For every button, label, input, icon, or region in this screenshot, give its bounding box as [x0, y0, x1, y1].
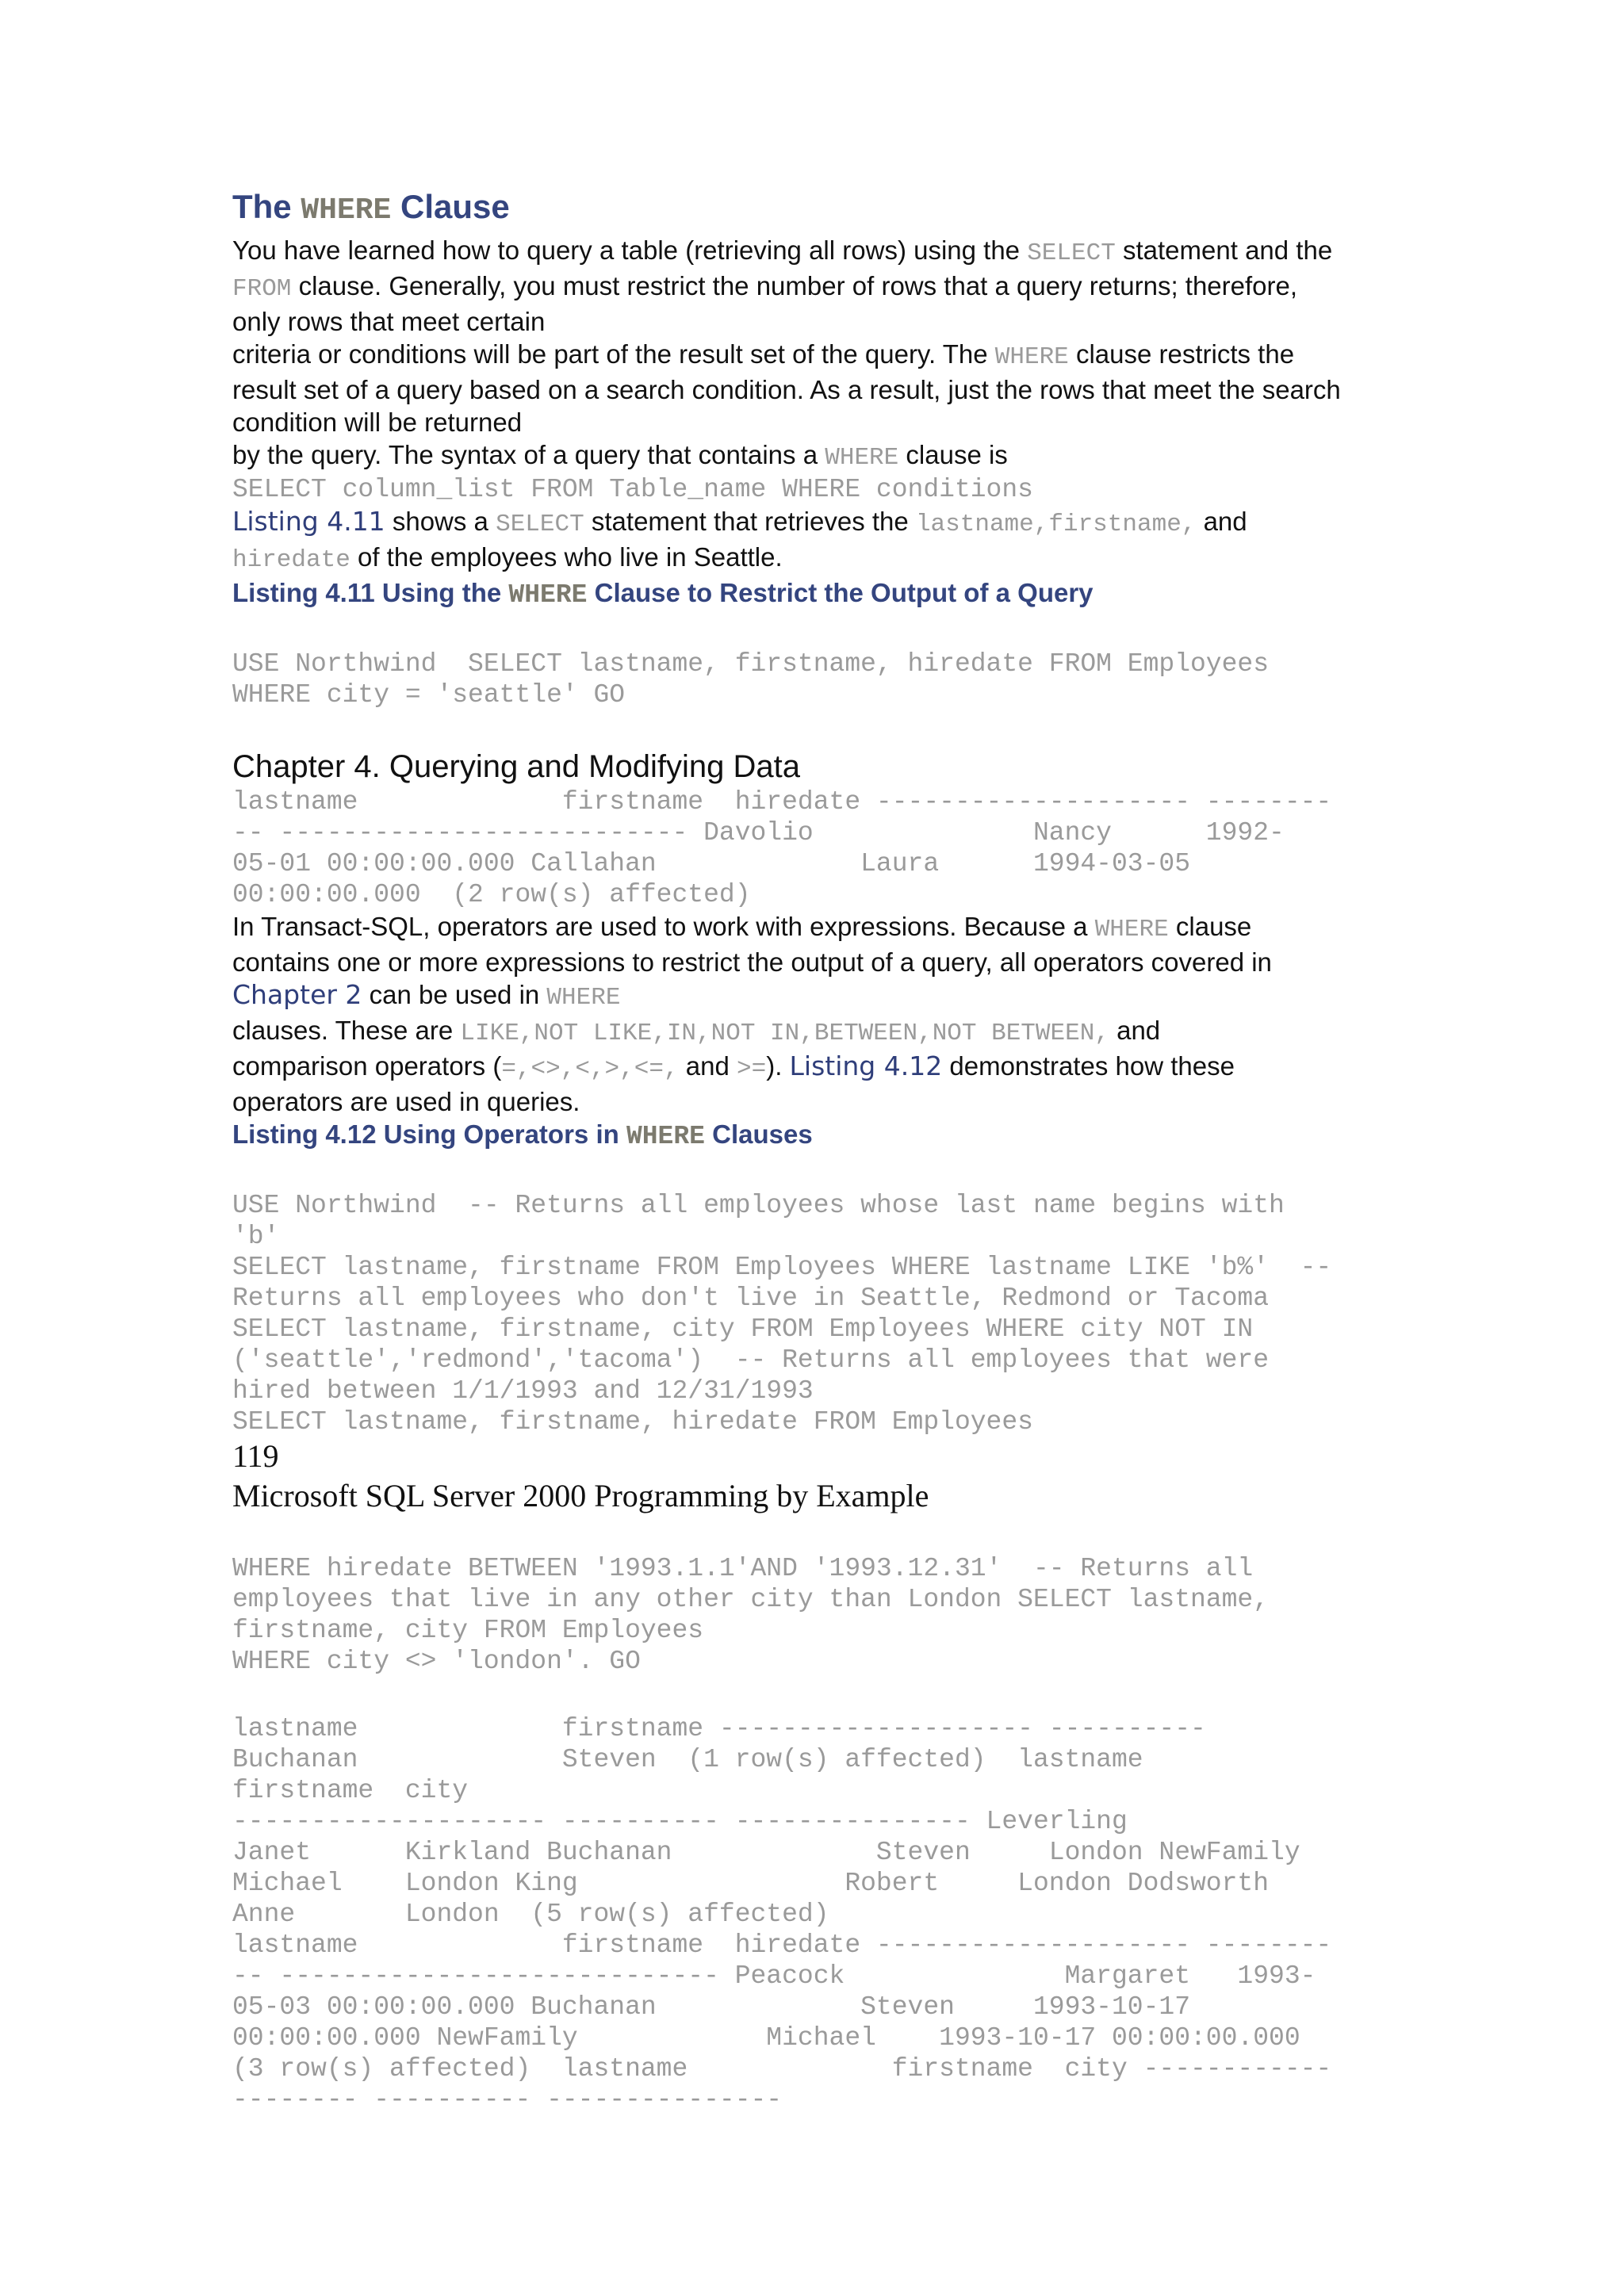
listing-4-12-code [232, 1190, 1398, 1437]
inline-code: WHERE [1094, 916, 1169, 943]
output-line: lastname firstname -------------------- ---------- [232, 1714, 1206, 1743]
code-line: Returns all employees who don't live in Seattle, Redmond or Tacoma [232, 1284, 1270, 1313]
text-line: criteria or conditions will be part of the result set of the query. The WHERE clause restricts the [232, 339, 1295, 371]
output-line: Janet Kirkland Buchanan Steven London NewFamily [232, 1838, 1300, 1867]
spacer [232, 1517, 1398, 1553]
inline-code: WHERE [546, 984, 621, 1012]
inline-code: lastname,firstname, [915, 511, 1197, 538]
output-line: 00:00:00.000 NewFamily Michael 1993-10-17 00:00:00.000 [232, 2023, 1300, 2053]
spacer [232, 1677, 1398, 1713]
code-line: USE Northwind -- Returns all employees whose last name begins with [232, 1191, 1285, 1220]
page-number: 119 [232, 1438, 279, 1474]
output-line: lastname firstname hiredate -------------------- -------- [232, 1931, 1332, 1960]
text-line: by the query. The syntax of a query that contains a WHERE clause is [232, 440, 1008, 472]
inline-code: FROM [232, 275, 292, 303]
output-line: (3 row(s) affected) lastname firstname city ------------ [232, 2054, 1332, 2084]
code-line: WHERE city = 'seattle' GO [232, 680, 626, 710]
spacer [232, 612, 1398, 649]
inline-code: hiredate [232, 546, 350, 574]
document-page [232, 186, 1398, 2115]
inline-code: WHERE [994, 343, 1069, 371]
inline-code: SELECT [496, 511, 584, 538]
listing-4-11-caption: Listing 4.11 Using the WHERE Clause to Restrict the Output of a Query [232, 578, 1094, 610]
text-line: hiredate of the employees who live in Seattle. [232, 542, 783, 574]
chapter-header: Chapter 4. Querying and Modifying Data [232, 749, 800, 784]
code-line: SELECT lastname, firstname, hiredate FROM Employees [232, 1407, 1033, 1437]
output-line: Michael London King Robert London Dodsworth [232, 1869, 1270, 1898]
text-line: Listing 4.11 shows a SELECT statement that retrieves the lastname,firstname, and [232, 506, 1247, 538]
intro-paragraph [232, 234, 1398, 474]
text-line: Chapter 2 can be used in WHERE [232, 979, 621, 1012]
heading-text: The [232, 188, 301, 225]
text-line: comparison operators (=,<>,<,>,<=, and >=). Listing 4.12 demonstrates how these [232, 1050, 1235, 1083]
code-line: employees that live in any other city than London SELECT lastname, [232, 1585, 1270, 1614]
code-line: WHERE city <> 'london'. GO [232, 1647, 641, 1676]
inline-code: SELECT [1027, 239, 1116, 267]
output-line: Buchanan Steven (1 row(s) affected) lastname [232, 1745, 1143, 1774]
text-line: result set of a query based on a search condition. As a result, just the rows that meet the search [232, 375, 1341, 404]
text-line: only rows that meet certain [232, 307, 546, 336]
output-line: 05-01 00:00:00.000 Callahan Laura 1994-03-05 [232, 849, 1190, 878]
code-line: 'b' [232, 1222, 280, 1251]
listing-4-12-code-continued [232, 1553, 1398, 1677]
section-heading [232, 186, 1398, 232]
text-line: operators are used in queries. [232, 1087, 580, 1116]
syntax-code: SELECT column_list FROM Table_name WHERE conditions [232, 475, 1033, 504]
output-line: firstname city [232, 1776, 469, 1805]
output-line: Anne London (5 row(s) affected) [232, 1900, 829, 1929]
heading-keyword: WHERE [301, 193, 392, 228]
output-line: -------------------- ---------- --------------- Leverling [232, 1807, 1128, 1836]
output-line: 00:00:00.000 (2 row(s) affected) [232, 880, 751, 909]
inline-code: >= [736, 1055, 767, 1083]
chapter-2-link[interactable]: Chapter 2 [232, 979, 362, 1010]
code-line: SELECT lastname, firstname FROM Employees WHERE lastname LIKE 'b%' -- [232, 1253, 1332, 1282]
output-line: -------- ---------- --------------- [232, 2085, 783, 2114]
output-line: -- -------------------------- Davolio Nancy 1992- [232, 818, 1285, 848]
inline-code: WHERE [825, 444, 899, 472]
output-line: 05-03 00:00:00.000 Buchanan Steven 1993-10-17 [232, 1992, 1190, 2022]
listing-4-11-code [232, 649, 1398, 710]
code-line: hired between 1/1/1993 and 12/31/1993 [232, 1376, 814, 1406]
inline-code: =,<>,<,>,<=, [501, 1055, 679, 1083]
code-line: SELECT lastname, firstname, city FROM Employees WHERE city NOT IN [232, 1314, 1254, 1344]
text-line: contains one or more expressions to restrict the output of a query, all operators covered in [232, 947, 1272, 977]
listing-4-11-output [232, 786, 1398, 910]
spacer [232, 1154, 1398, 1190]
listing-4-12-link[interactable]: Listing 4.12 [789, 1050, 943, 1081]
listing-4-12-caption: Listing 4.12 Using Operators in WHERE Clauses [232, 1119, 813, 1151]
code-line: ('seattle','redmond','tacoma') -- Returns all employees that were [232, 1345, 1270, 1375]
text-line: You have learned how to query a table (retrieving all rows) using the SELECT statement and the [232, 235, 1333, 267]
book-title: Microsoft SQL Server 2000 Programming by Example [232, 1478, 929, 1513]
listing-reference-paragraph [232, 505, 1398, 576]
code-line: firstname, city FROM Employees [232, 1616, 704, 1645]
text-line: In Transact-SQL, operators are used to work with expressions. Because a WHERE clause [232, 912, 1252, 943]
code-line: USE Northwind SELECT lastname, firstname, hiredate FROM Employees [232, 649, 1270, 679]
output-line: lastname firstname hiredate -------------------- -------- [232, 787, 1332, 817]
text-line: clauses. These are LIKE,NOT LIKE,IN,NOT IN,BETWEEN,NOT BETWEEN, and [232, 1016, 1161, 1047]
code-line: WHERE hiredate BETWEEN '1993.1.1'AND '1993.12.31' -- Returns all [232, 1554, 1254, 1583]
text-line: condition will be returned [232, 408, 523, 437]
listing-4-11-link[interactable]: Listing 4.11 [232, 506, 385, 537]
operators-paragraph [232, 910, 1398, 1118]
spacer [232, 710, 1398, 747]
output-line: -- ---------------------------- Peacock Margaret 1993- [232, 1961, 1316, 1991]
inline-code: LIKE,NOT LIKE,IN,NOT IN,BETWEEN,NOT BETWEEN, [460, 1020, 1109, 1047]
listing-4-12-output [232, 1713, 1398, 2115]
heading-text: Clause [391, 188, 510, 225]
text-line: FROM clause. Generally, you must restrict the number of rows that a query returns; therefore, [232, 271, 1298, 303]
